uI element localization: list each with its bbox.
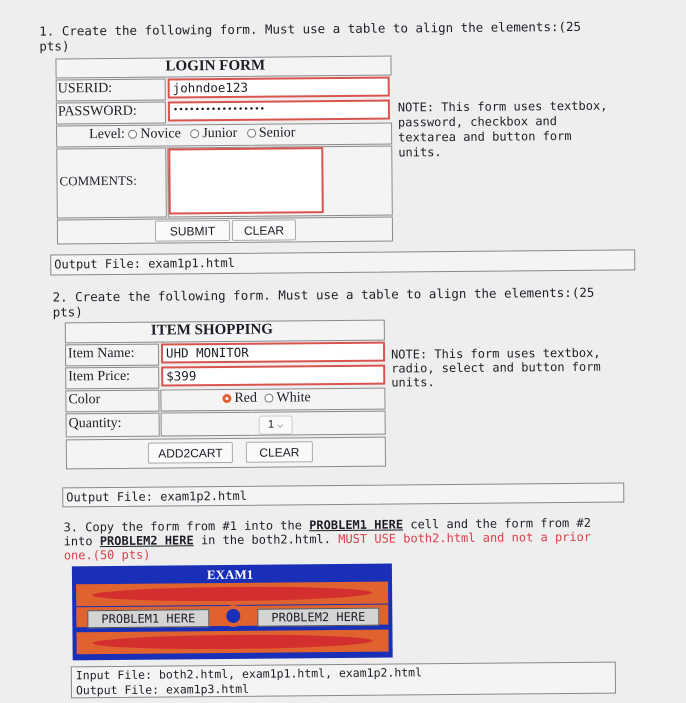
radio-icon: [247, 129, 256, 138]
q1-instruction-line1: 1. Create the following form. Must use a table to align the elements:(25: [39, 18, 582, 39]
quantity-select[interactable]: 1 ⌵: [259, 415, 293, 434]
item-clear-button[interactable]: CLEAR: [246, 441, 313, 463]
login-form: [55, 56, 393, 245]
item-name-input[interactable]: UHD MONITOR: [161, 342, 385, 364]
q3-input-line: Input File: both2.html, exam1p1.html, exam1p2.html: [75, 665, 423, 683]
level-row: [89, 125, 295, 143]
item-price-input[interactable]: $399: [161, 365, 385, 387]
clear-button[interactable]: CLEAR: [232, 219, 296, 241]
q3-instruction: 3. Copy the form from #1 into the PROBLEM1 HERE cell and the form from #2 into PROBLEM2 HERE in the both2.html. MUST USE both2.html and not a prior one.(50 pts): [63, 515, 592, 563]
color-option-white[interactable]: White: [264, 390, 310, 405]
password-label: PASSWORD:: [57, 103, 137, 120]
add-to-cart-button[interactable]: ADD2CART: [148, 442, 233, 464]
problem2-cell: PROBLEM2 HERE: [257, 608, 379, 627]
radio-icon: [190, 130, 199, 139]
problem1-cell: PROBLEM1 HERE: [87, 609, 209, 628]
radio-selected-icon: [222, 394, 231, 403]
q1-output-file: Output File: exam1p1.html: [50, 249, 635, 275]
comments-label: COMMENTS:: [59, 172, 137, 189]
item-form-title: ITEM SHOPPING: [150, 321, 273, 339]
q1-instruction-line2: pts): [39, 38, 70, 54]
item-name-label: Item Name:: [67, 345, 135, 362]
quantity-label: Quantity:: [68, 415, 122, 432]
q2-note: NOTE: This form uses textbox, radio, select and button form units.: [390, 345, 601, 390]
comments-textarea[interactable]: [168, 147, 324, 214]
userid-input[interactable]: johndoe123: [168, 77, 390, 99]
chevron-down-icon: ⌵: [277, 420, 284, 430]
color-label: Color: [68, 392, 101, 408]
circle-shape: [222, 605, 244, 627]
q2-instruction-line2: pts): [52, 304, 83, 320]
userid-label: USERID:: [57, 80, 113, 97]
q2-output-file: Output File: exam1p2.html: [62, 483, 624, 508]
level-option-senior[interactable]: Senior: [247, 125, 296, 140]
login-form-title: LOGIN FORM: [165, 57, 266, 75]
level-option-junior[interactable]: Junior: [190, 126, 237, 141]
level-option-novice[interactable]: Novice: [128, 126, 181, 141]
exam1-title: EXAM1: [206, 566, 254, 583]
item-shopping-form: [65, 320, 386, 471]
radio-icon: [264, 394, 273, 403]
q2-instruction-line1: 2. Create the following form. Must use a table to align the elements:(25: [52, 284, 595, 305]
color-option-red[interactable]: Red: [222, 391, 257, 406]
q3-output-line: Output File: exam1p3.html: [75, 681, 250, 698]
level-label: Level:: [89, 126, 125, 143]
exam1-layout-table: [72, 564, 393, 661]
q1-note: NOTE: This form uses textbox, password, checkbox and textarea and button form units.: [397, 98, 608, 160]
radio-icon: [128, 130, 137, 139]
q3-files-box: [71, 662, 616, 699]
password-input[interactable]: •••••••••••••••••: [168, 100, 390, 122]
item-price-label: Item Price:: [68, 368, 131, 385]
submit-button[interactable]: SUBMIT: [155, 220, 230, 242]
color-options: [222, 390, 310, 407]
